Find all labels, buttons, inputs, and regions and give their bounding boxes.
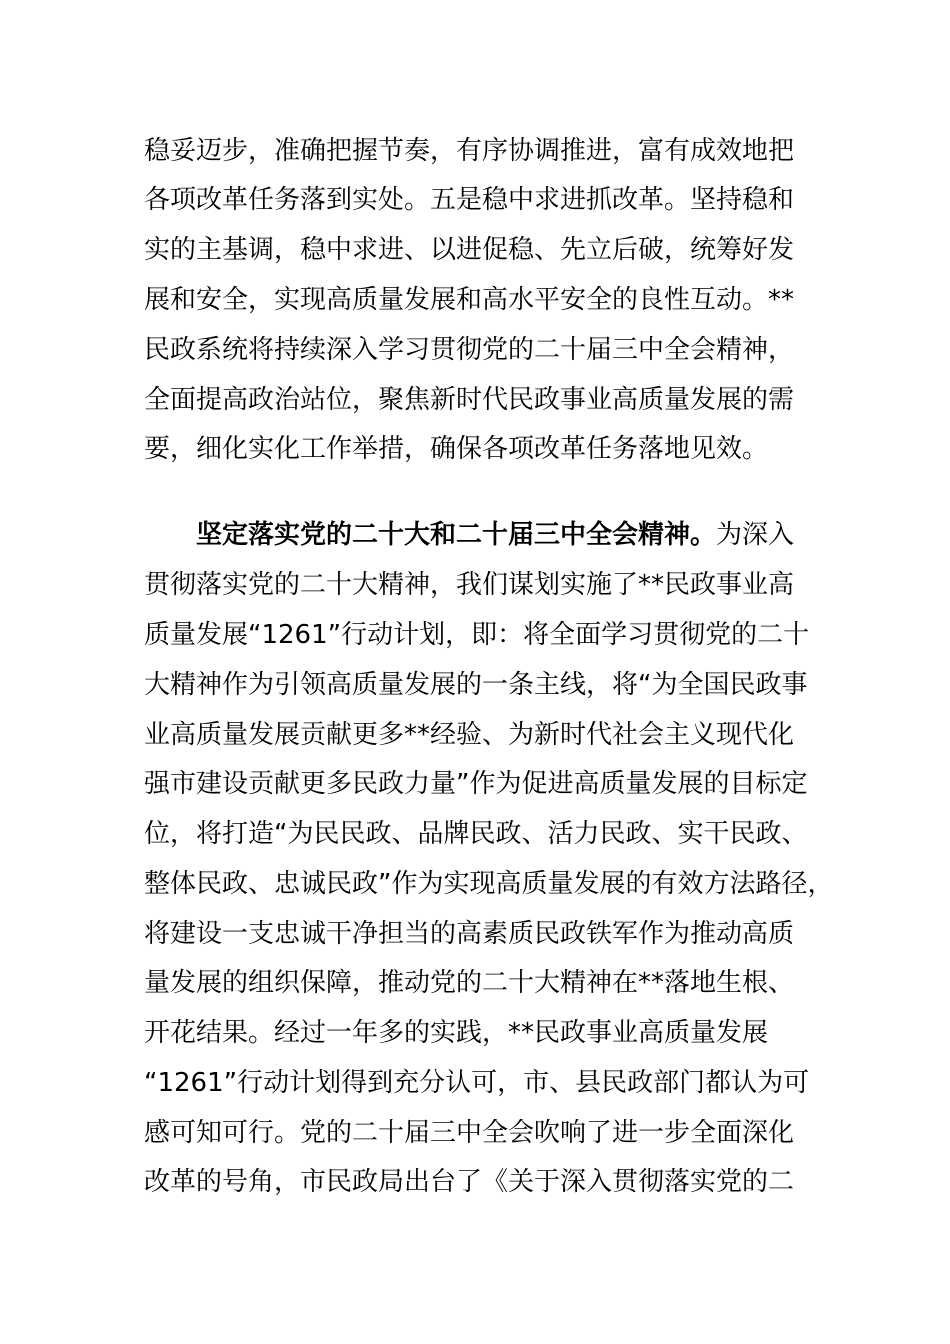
paragraph-first-line <box>196 520 794 550</box>
text-line: 稳妥迈步，准确把握节奏，有序协调推进，富有成效地把 <box>144 136 795 166</box>
text-line: 大精神作为引领高质量发展的一条主线，将“为全国民政事 <box>144 670 808 700</box>
text-line: 贯彻落实党的二十大精神，我们谋划实施了**民政事业高 <box>144 570 795 600</box>
text-line: 质量发展“1261”行动计划，即：将全面学习贯彻党的二十 <box>144 620 810 650</box>
text-line: 各项改革任务落到实处。五是稳中求进抓改革。坚持稳和 <box>144 185 795 215</box>
text-line: 位，将打造“为民民政、品牌民政、活力民政、实干民政、 <box>144 819 808 849</box>
text-line: 感可知可行。党的二十届三中全会吹响了进一步全面深化 <box>144 1118 795 1148</box>
text-line: 改革的号角，市民政局出台了《关于深入贯彻落实党的二 <box>144 1167 795 1197</box>
text-span: 为深入 <box>716 520 795 550</box>
text-line: 民政系统将持续深入学习贯彻党的二十届三中全会精神， <box>144 335 795 365</box>
text-line: 展和安全，实现高质量发展和高水平安全的良性互动。** <box>144 285 795 315</box>
text-line: 实的主基调，稳中求进、以进促稳、先立后破，统筹好发 <box>144 235 795 265</box>
text-line: 将建设一支忠诚干净担当的高素质民政铁军作为推动高质 <box>144 919 795 949</box>
text-line: 业高质量发展贡献更多**经验、为新时代社会主义现代化 <box>144 720 795 750</box>
text-line: “1261”行动计划得到充分认可，市、县民政部门都认为可 <box>144 1068 810 1098</box>
text-line: 强市建设贡献更多民政力量”作为促进高质量发展的目标定 <box>144 769 808 799</box>
text-line: 要，细化实化工作举措，确保各项改革任务落地见效。 <box>144 434 769 464</box>
text-line: 整体民政、忠诚民政”作为实现高质量发展的有效方法路径， <box>144 869 834 899</box>
text-line: 开花结果。经过一年多的实践，**民政事业高质量发展 <box>144 1018 769 1048</box>
paragraph-heading: 坚定落实党的二十大和二十届三中全会精神。 <box>196 520 717 550</box>
text-line: 全面提高政治站位，聚焦新时代民政事业高质量发展的需 <box>144 385 795 415</box>
text-line: 量发展的组织保障，推动党的二十大精神在**落地生根、 <box>144 968 795 998</box>
